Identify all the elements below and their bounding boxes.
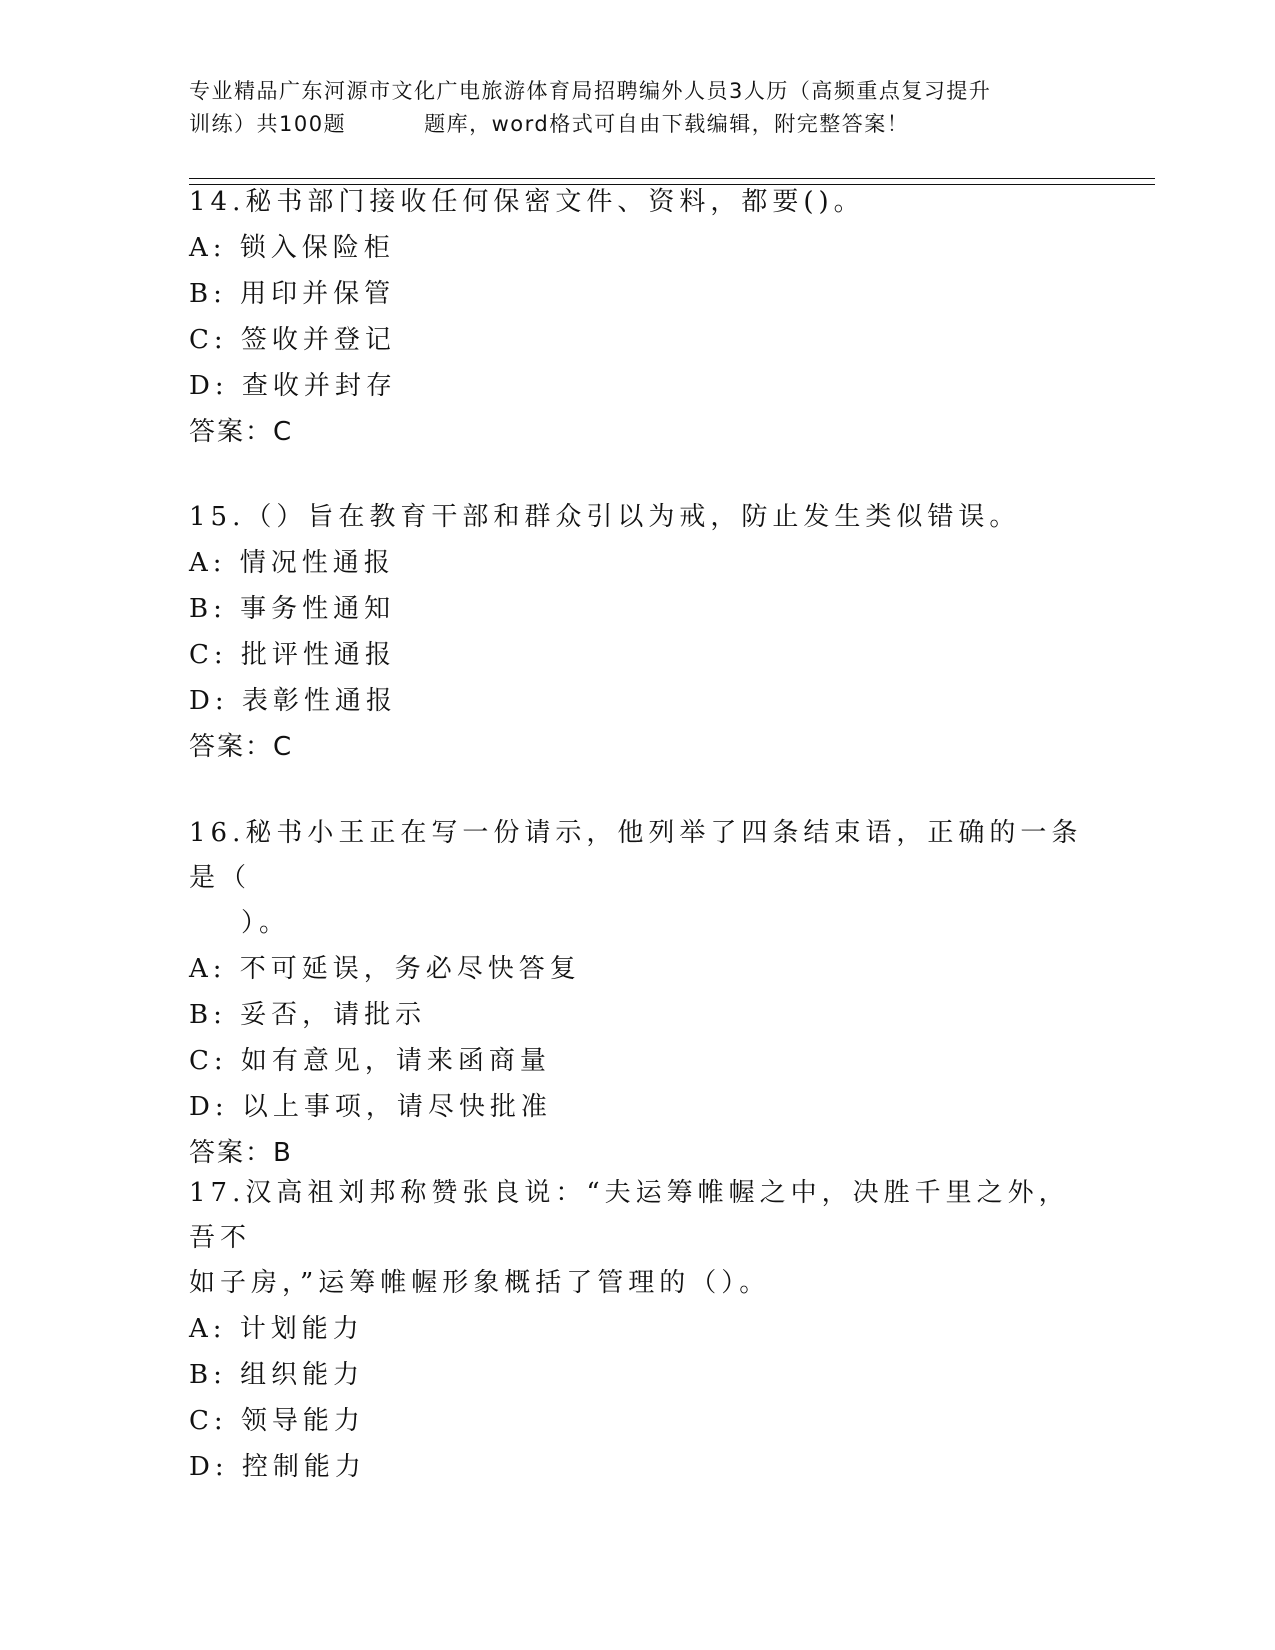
question-stem-line-1: 17.汉高祖刘邦称赞张良说：“夫运筹帷幄之中，决胜千里之外，吾不	[189, 1178, 1070, 1253]
option-b: B: 组织能力	[189, 1360, 365, 1390]
question-stem: 14.秘书部门接收任何保密文件、资料，都要()。	[189, 187, 865, 217]
option-a: A: 情况性通报	[189, 548, 395, 578]
question-stem: 15.（）旨在教育干部和群众引以为戒，防止发生类似错误。	[189, 502, 1021, 532]
option-c: C: 批评性通报	[189, 640, 396, 670]
option-b: B: 事务性通知	[189, 594, 396, 624]
header-title-part-b: 题库，word格式可自由下载编辑，附完整答案！	[424, 112, 910, 136]
question-14	[189, 180, 1089, 455]
option-d: D: 以上事项，请尽快批准	[189, 1092, 552, 1122]
option-b: B: 妥否，请批示	[189, 1000, 427, 1030]
option-d: D: 查收并封存	[189, 371, 397, 401]
question-stem-line-2: ）。	[241, 908, 291, 938]
question-stem-line-2: 如子房，”运筹帷幄形象概括了管理的（）。	[189, 1268, 771, 1298]
option-b: B: 用印并保管	[189, 279, 396, 309]
option-c: C: 如有意见，请来函商量	[189, 1046, 551, 1076]
option-d: D: 控制能力	[189, 1452, 366, 1482]
option-a: A: 不可延误，务必尽快答复	[189, 954, 581, 984]
option-c: C: 签收并登记	[189, 325, 396, 355]
header-title-line-2	[189, 108, 1089, 141]
question-17	[189, 1171, 1089, 1490]
answer-text: 答案：B	[189, 1138, 293, 1168]
question-stem-line-1: 16.秘书小王正在写一份请示，他列举了四条结束语，正确的一条是（	[189, 818, 1083, 893]
option-a: A: 计划能力	[189, 1314, 364, 1344]
answer-text: 答案：C	[189, 417, 294, 447]
header-title-part-a: 训练）共100题	[189, 112, 347, 136]
option-d: D: 表彰性通报	[189, 686, 397, 716]
header-title-line-1: 专业精品广东河源市文化广电旅游体育局招聘编外人员3人历（高频重点复习提升	[189, 79, 992, 103]
question-stem	[189, 1171, 1089, 1306]
option-c: C: 领导能力	[189, 1406, 365, 1436]
document-header	[189, 75, 1089, 141]
question-stem	[189, 811, 1089, 946]
question-15	[189, 495, 1089, 770]
question-16	[189, 811, 1089, 1176]
option-a: A: 锁入保险柜	[189, 233, 395, 263]
answer-text: 答案：C	[189, 732, 294, 762]
header-divider-top	[189, 178, 1155, 179]
